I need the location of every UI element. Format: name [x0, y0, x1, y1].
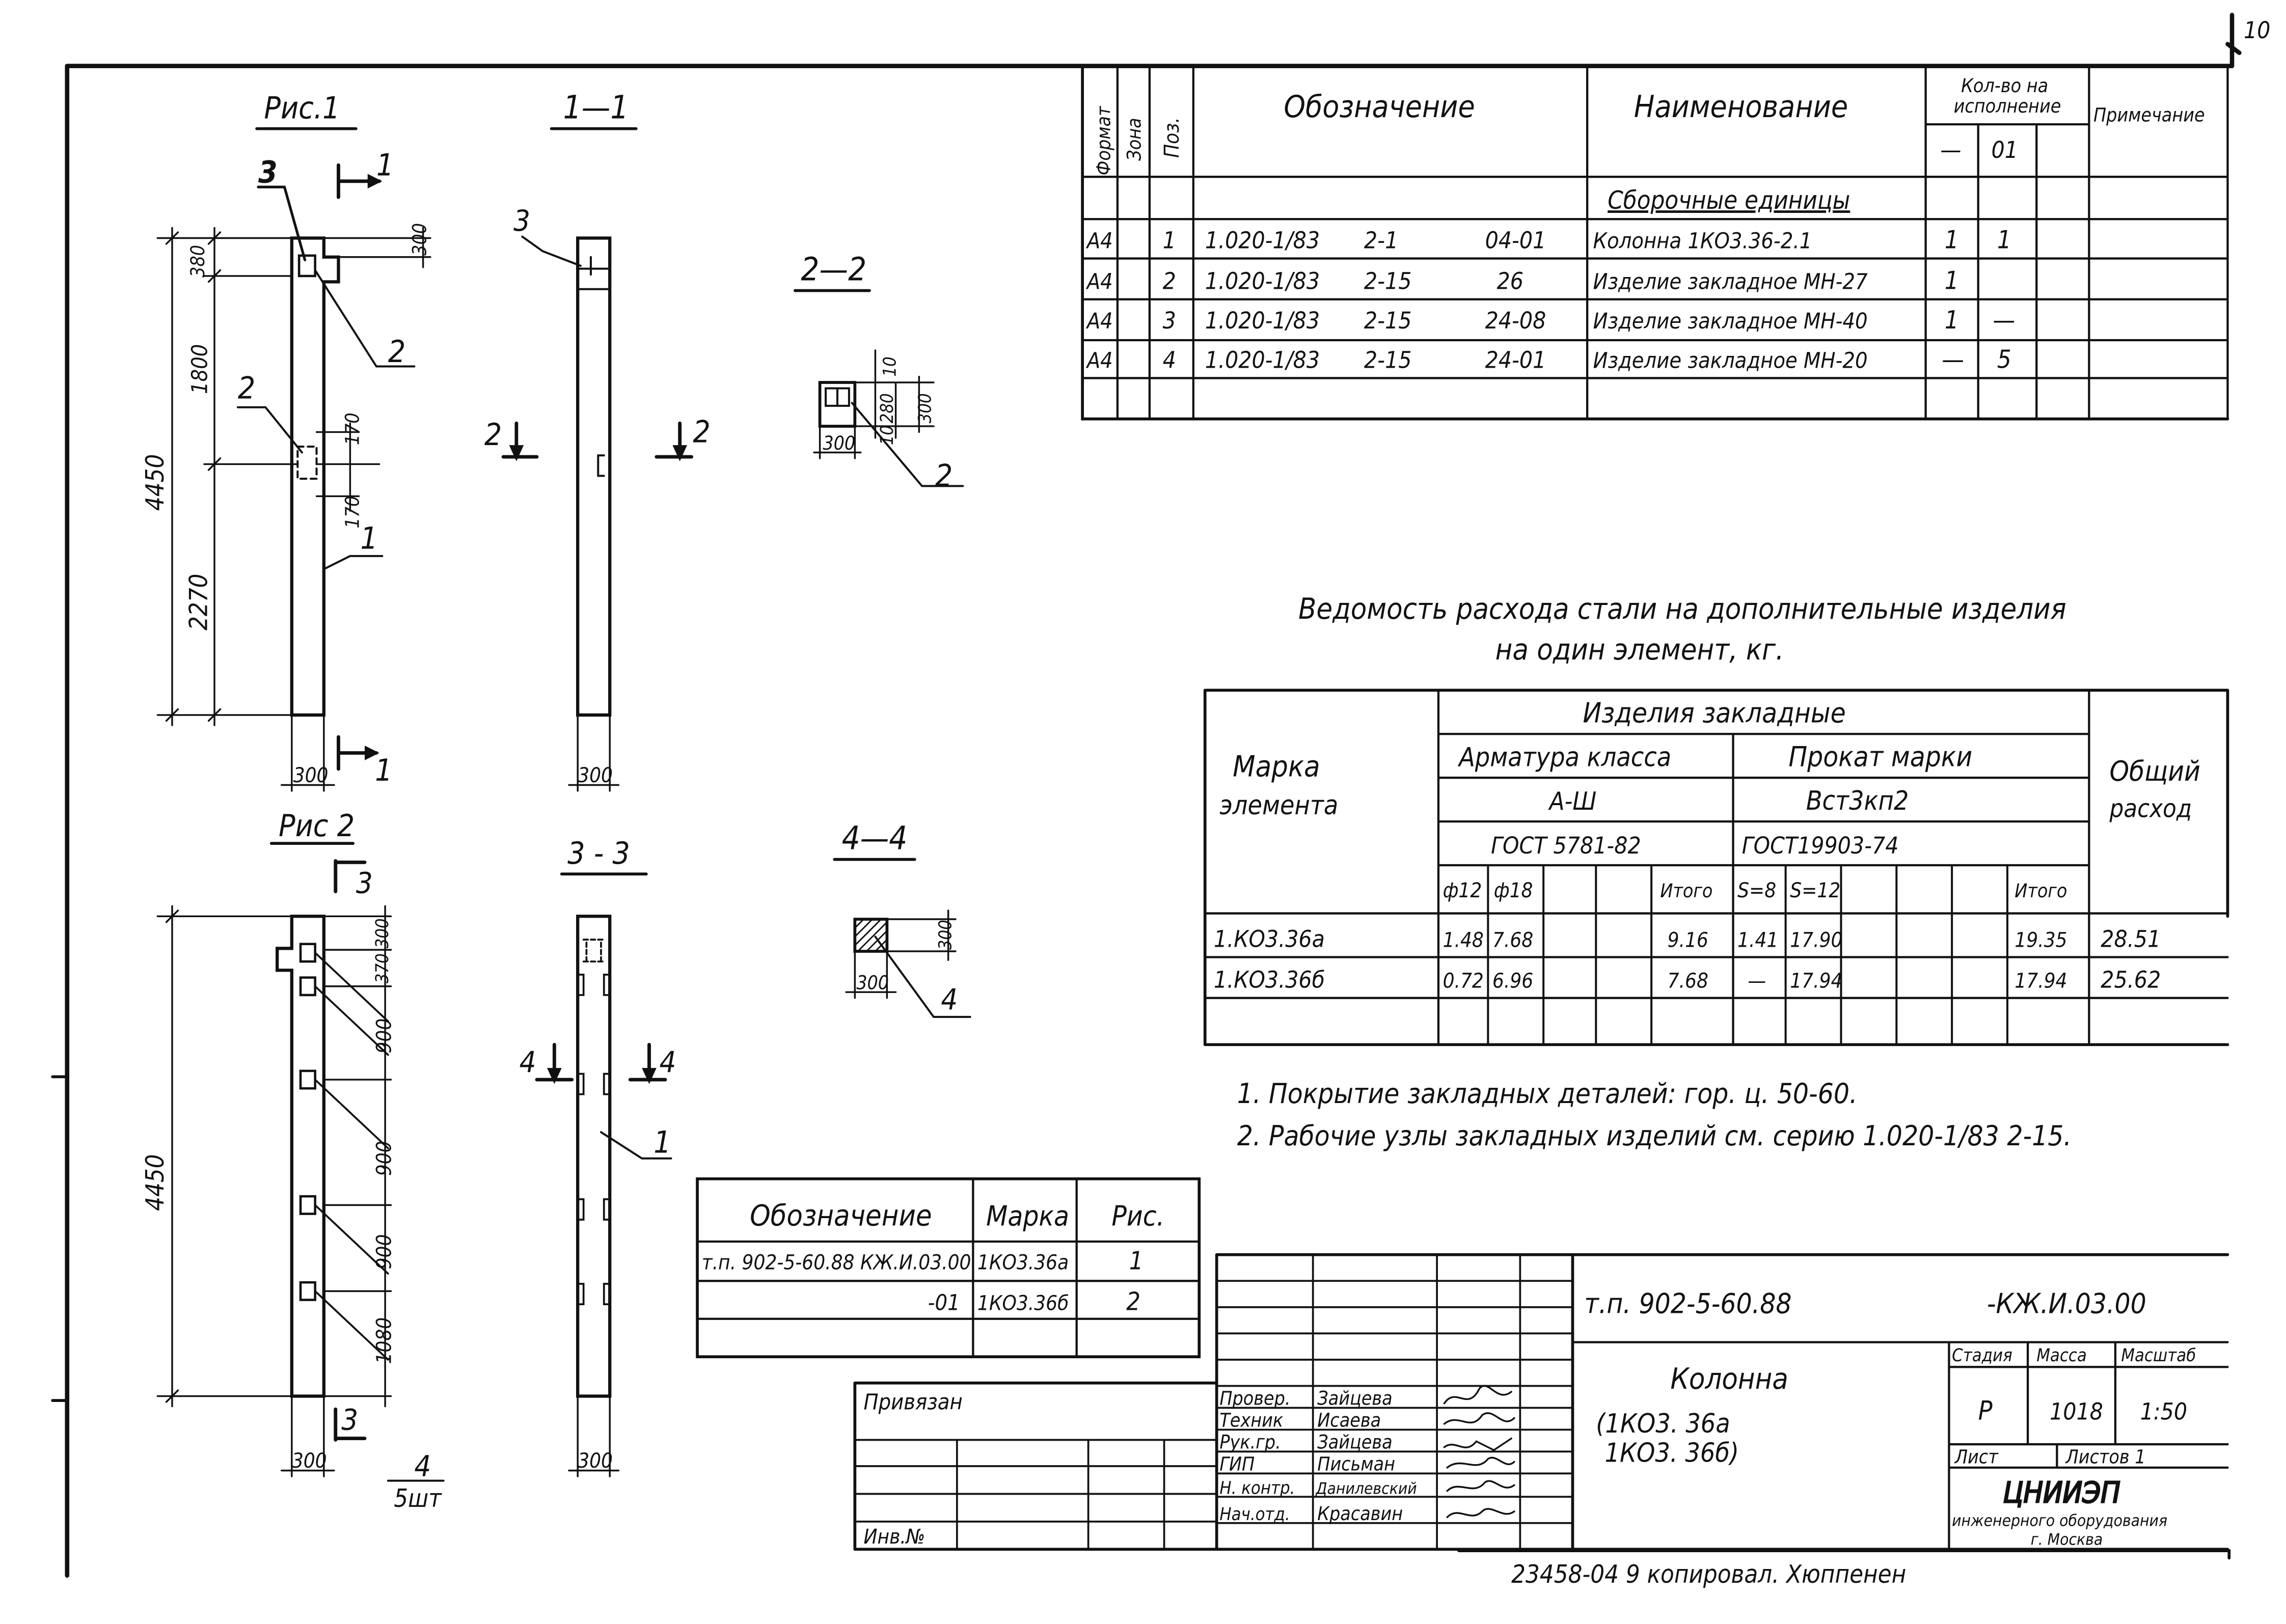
tb-org-2: инженерного оборудования [1952, 1511, 2168, 1530]
steel-cell-mark: 1.КО3.36б [1213, 966, 1325, 994]
marks-header-designation: Обозначение [750, 1198, 932, 1233]
steel-col-phi12: ф12 [1443, 879, 1482, 903]
steel-header-mark-2: элемента [1219, 790, 1339, 821]
fig1-dim-300-bottom: 300 [293, 763, 329, 787]
spec-header-designation: Обозначение [1284, 89, 1475, 125]
tb-code: -КЖ.И.03.00 [1986, 1287, 2146, 1320]
steel-cell: 17.94 [1790, 969, 1843, 993]
steel-header-rolled-grade: Вст3кп2 [1806, 786, 1909, 817]
spec-header-zone: Зона [1123, 118, 1146, 161]
spec-cell-q1: 1 [1944, 306, 1959, 335]
spec-cell-doc: 1.020-1/83 [1205, 346, 1320, 374]
section-1-1-cut-2-left: 2 [484, 417, 502, 453]
view-section-4-4 [834, 820, 970, 1017]
tb-org-1: ЦНИИЭП [2003, 1475, 2120, 1510]
steel-header-rebar-class: А-Ш [1549, 787, 1597, 816]
spec-cell-format: А4 [1086, 228, 1113, 254]
fig2-dim-4450: 4450 [141, 1154, 170, 1211]
steel-cell: — [1748, 969, 1766, 993]
section-1-1-title: 1—1 [563, 89, 629, 126]
view-section-2-2 [795, 251, 963, 494]
spec-cell-format: А4 [1086, 309, 1113, 335]
fig1-dim-380: 380 [186, 244, 209, 278]
spec-header-qty-a: — [1940, 135, 1962, 163]
section-3-3-cut-4-left: 4 [519, 1045, 536, 1080]
spec-header-name: Наименование [1634, 89, 1848, 125]
steel-cell: 1.41 [1737, 928, 1779, 952]
fig2-title: Рис 2 [279, 808, 355, 844]
fig1-cut-1-top: 1 [376, 147, 394, 183]
tb-role: Рук.гр. [1219, 1430, 1281, 1453]
spec-cell-doc: 1.020-1/83 [1205, 267, 1320, 295]
steel-col-phi18: ф18 [1493, 879, 1533, 903]
steel-header-rolled-gost: ГОСТ19903-74 [1741, 832, 1899, 860]
marks-cell-designation: -01 [928, 1290, 960, 1316]
marks-cell-designation: т.п. 902-5-60.88 КЖ.И.03.00 [701, 1251, 971, 1275]
fig1-dim-1800: 1800 [187, 344, 213, 394]
spec-cell-sheet: 24-01 [1485, 346, 1546, 374]
note-2: 2. Рабочие узлы закладных изделий см. серию 1.020-1/83 2-15. [1237, 1119, 2072, 1152]
tb-mass: 1018 [2050, 1397, 2103, 1425]
tb-role: Н. контр. [1219, 1478, 1295, 1499]
spec-cell-q1: — [1942, 345, 1964, 374]
spec-header-qty-b: 01 [1991, 135, 2018, 163]
spec-cell-sheet: 04-01 [1485, 226, 1546, 254]
marks-cell-fig: 2 [1126, 1287, 1140, 1316]
spec-cell-sheet: 26 [1496, 267, 1523, 295]
section-3-3-title: 3 - 3 [567, 836, 630, 872]
tb-role: Провер. [1219, 1387, 1291, 1410]
tb-project: т.п. 902-5-60.88 [1584, 1287, 1792, 1320]
view-section-1-1 [484, 89, 711, 791]
spec-cell-q2: 1 [1997, 226, 2011, 255]
spec-cell-q1: 1 [1944, 226, 1959, 255]
section-3-3-cut-4-right: 4 [659, 1045, 676, 1080]
fig1-dim-300-top: 300 [408, 223, 431, 256]
tb-stage: Р [1978, 1395, 1993, 1426]
section-1-1-pos-3: 3 [513, 204, 530, 238]
fig2-dim-300-bottom: 300 [291, 1449, 327, 1473]
tb-item-marks-1: (1КО3. 36а [1596, 1409, 1730, 1440]
fig1-title: Рис.1 [264, 90, 340, 126]
tb-person: Исаева [1317, 1409, 1381, 1432]
spec-cell-q1: 1 [1944, 266, 1959, 295]
steel-row [1214, 966, 2161, 994]
spec-header-note: Примечание [2093, 103, 2205, 126]
steel-row [1214, 925, 2161, 952]
steel-title-2: на один элемент, кг. [1495, 632, 1784, 667]
fig1-dim-170-a: 170 [341, 412, 364, 446]
spec-cell-pos: 2 [1162, 267, 1176, 295]
spec-cell-format: А4 [1086, 269, 1113, 295]
section-2-2-dim-10-a: 10 [880, 356, 901, 377]
spec-row [1085, 306, 2015, 335]
view-section-3-3 [520, 836, 676, 1476]
spec-row [1085, 345, 2011, 374]
spec-section-title: Сборочные единицы [1608, 186, 1850, 215]
fig2-cut-3-top: 3 [356, 866, 373, 900]
steel-header-embedded: Изделия закладные [1583, 696, 1846, 729]
spec-cell-pos: 3 [1162, 307, 1176, 335]
tb-sheets-label: Листов 1 [2065, 1445, 2146, 1468]
spec-cell-doc: 1.020-1/83 [1205, 307, 1320, 335]
tb-person: Красавин [1317, 1502, 1403, 1525]
steel-col-total-rolled: Итого [2015, 879, 2067, 902]
section-4-4-title: 4—4 [841, 819, 908, 857]
marks-header-fig: Рис. [1111, 1199, 1165, 1232]
tb-item-name: Колонна [1670, 1362, 1788, 1396]
marks-cell-fig: 1 [1129, 1247, 1144, 1276]
steel-cell: 9.16 [1667, 928, 1708, 952]
steel-table [1205, 592, 2228, 1044]
section-4-4-pos-4: 4 [941, 982, 958, 1017]
spec-cell-name: Колонна 1КО3.36-2.1 [1593, 228, 1812, 254]
view-fig2 [141, 808, 444, 1513]
fig2-dim-1080: 1080 [372, 1317, 396, 1364]
steel-cell-mark: 1.КО3.36а [1213, 925, 1325, 953]
section-2-2-title: 2—2 [801, 251, 867, 288]
steel-col-s12: S=12 [1790, 879, 1841, 903]
steel-cell: 6.96 [1492, 969, 1534, 993]
spec-cell-doc: 1.020-1/83 [1205, 226, 1320, 254]
marks-cell-mark: 1КО3.36а [977, 1251, 1069, 1275]
steel-header-rebar: Арматура класса [1459, 742, 1672, 773]
fig2-dim-900-b: 900 [372, 1141, 396, 1176]
spec-cell-pos: 1 [1162, 226, 1176, 254]
spec-header-qty [1954, 74, 2061, 117]
marks-cell-mark: 1КО3.36б [977, 1291, 1069, 1315]
steel-cell: 19.35 [2015, 928, 2067, 952]
section-4-4-dim-300-v: 300 [935, 920, 956, 950]
fig2-dim-370: 370 [372, 953, 393, 984]
tb-scale: 1:50 [2140, 1397, 2188, 1425]
section-2-2-dim-280: 280 [877, 393, 897, 424]
tb-scale-label: Масштаб [2121, 1345, 2196, 1366]
spec-cell-name: Изделие закладное МН-27 [1593, 269, 1868, 295]
view-fig1 [141, 91, 431, 791]
tb-org-3: г. Москва [2030, 1530, 2103, 1549]
section-2-2-pos-2: 2 [935, 458, 953, 494]
spec-header-pos: Поз. [1160, 117, 1184, 158]
tb-role: Техник [1219, 1409, 1284, 1432]
tb-sheet-label: Лист [1954, 1445, 1998, 1468]
section-2-2-dim-10-b: 10 [877, 425, 897, 446]
fig2-count: 5шт [394, 1484, 442, 1513]
section-4-4-dim-300-h: 300 [856, 971, 889, 994]
section-3-3-pos-1: 1 [654, 1124, 671, 1161]
marks-row [928, 1288, 1140, 1316]
spec-header-qty-2: исполнение [1953, 95, 2061, 118]
section-2-2-dim-300-h: 300 [823, 431, 856, 454]
fig1-cut-1-bottom: 1 [375, 752, 393, 788]
tb-item-marks-2: 1КО3. 36б) [1604, 1438, 1739, 1469]
footer-note: 23458-04 9 копировал. Хюппенен [1511, 1560, 1907, 1589]
fig1-pos-2-b: 2 [237, 370, 256, 406]
tb-privyazan: Привязан [863, 1389, 963, 1415]
spec-header-qty-1: Кол-во на [1961, 74, 2049, 97]
spec-header-format: Формат [1092, 106, 1115, 176]
fig1-pos-2-a: 2 [388, 334, 406, 370]
fig1-dim-170-b: 170 [341, 496, 364, 529]
spec-cell-part: 2-15 [1364, 346, 1412, 374]
tb-person: Зайцева [1317, 1430, 1393, 1453]
steel-cell: 0.72 [1443, 969, 1484, 993]
fig2-dim-900-a: 900 [372, 1018, 396, 1054]
tb-stage-label: Стадия [1952, 1345, 2012, 1366]
tb-role: Нач.отд. [1219, 1504, 1290, 1525]
fig1-pos-1: 1 [360, 520, 378, 557]
steel-col-s8: S=8 [1737, 879, 1777, 903]
spec-cell-format: А4 [1086, 348, 1113, 374]
steel-cell: 1.48 [1443, 928, 1484, 952]
tb-inv: Инв.№ [863, 1525, 926, 1549]
fig2-cut-3-bottom: 3 [341, 1402, 358, 1437]
spec-row [1085, 226, 2011, 255]
spec-cell-sheet: 24-08 [1485, 307, 1546, 335]
note-1: 1. Покрытие закладных деталей: гор. ц. 50-60. [1237, 1077, 1858, 1110]
section-3-3-dim-300: 300 [578, 1449, 613, 1473]
marks-table [697, 1179, 1199, 1357]
tb-person: Письман [1317, 1452, 1396, 1475]
steel-cell: 7.68 [1667, 969, 1708, 993]
fig2-dim-900-c: 900 [372, 1234, 396, 1270]
steel-cell: 7.68 [1492, 928, 1534, 952]
spec-row [1085, 267, 1959, 295]
tb-role: ГИП [1219, 1452, 1255, 1475]
steel-cell: 17.90 [1790, 928, 1843, 952]
spec-cell-q2: — [1993, 306, 2016, 335]
steel-col-total-rebar: Итого [1660, 879, 1713, 902]
section-1-1-dim-300: 300 [578, 763, 613, 787]
corner-number: 10 [2243, 16, 2271, 44]
spec-table [1082, 66, 2227, 419]
fig1-pos-3: 3 [258, 154, 278, 190]
section-2-2-dim-300-v: 300 [915, 393, 936, 424]
notes [1237, 1077, 2072, 1152]
steel-header-rebar-gost: ГОСТ 5781-82 [1491, 832, 1641, 860]
fig1-dim-2270: 2270 [184, 573, 213, 630]
steel-header-total-2: расход [2109, 794, 2192, 823]
steel-header-rolled: Прокат марки [1788, 740, 1973, 773]
spec-cell-part: 2-1 [1364, 226, 1399, 254]
fig2-dim-300: 300 [372, 918, 393, 949]
tb-person: Данилевский [1316, 1479, 1417, 1498]
steel-cell-total: 28.51 [2101, 925, 2161, 953]
steel-cell: 17.94 [2015, 969, 2067, 993]
marks-header-mark: Марка [986, 1199, 1069, 1232]
tb-person: Зайцева [1317, 1387, 1393, 1410]
steel-cell-total: 25.62 [2101, 966, 2161, 994]
fig1-dim-4450: 4450 [141, 454, 170, 511]
spec-cell-name: Изделие закладное МН-20 [1593, 348, 1868, 374]
steel-header-total-1: Общий [2109, 754, 2200, 787]
steel-title-1: Ведомость расхода стали на дополнительные изделия [1298, 592, 2066, 626]
spec-cell-pos: 4 [1162, 346, 1176, 374]
spec-cell-part: 2-15 [1364, 267, 1412, 295]
tb-mass-label: Масса [2036, 1345, 2087, 1366]
spec-cell-q2: 5 [1997, 345, 2011, 374]
spec-cell-part: 2-15 [1364, 307, 1412, 335]
steel-header-mark-1: Марка [1233, 749, 1320, 784]
section-1-1-cut-2-right: 2 [693, 414, 711, 450]
spec-cell-name: Изделие закладное МН-40 [1593, 309, 1868, 335]
fig2-pos-4: 4 [414, 1449, 431, 1484]
